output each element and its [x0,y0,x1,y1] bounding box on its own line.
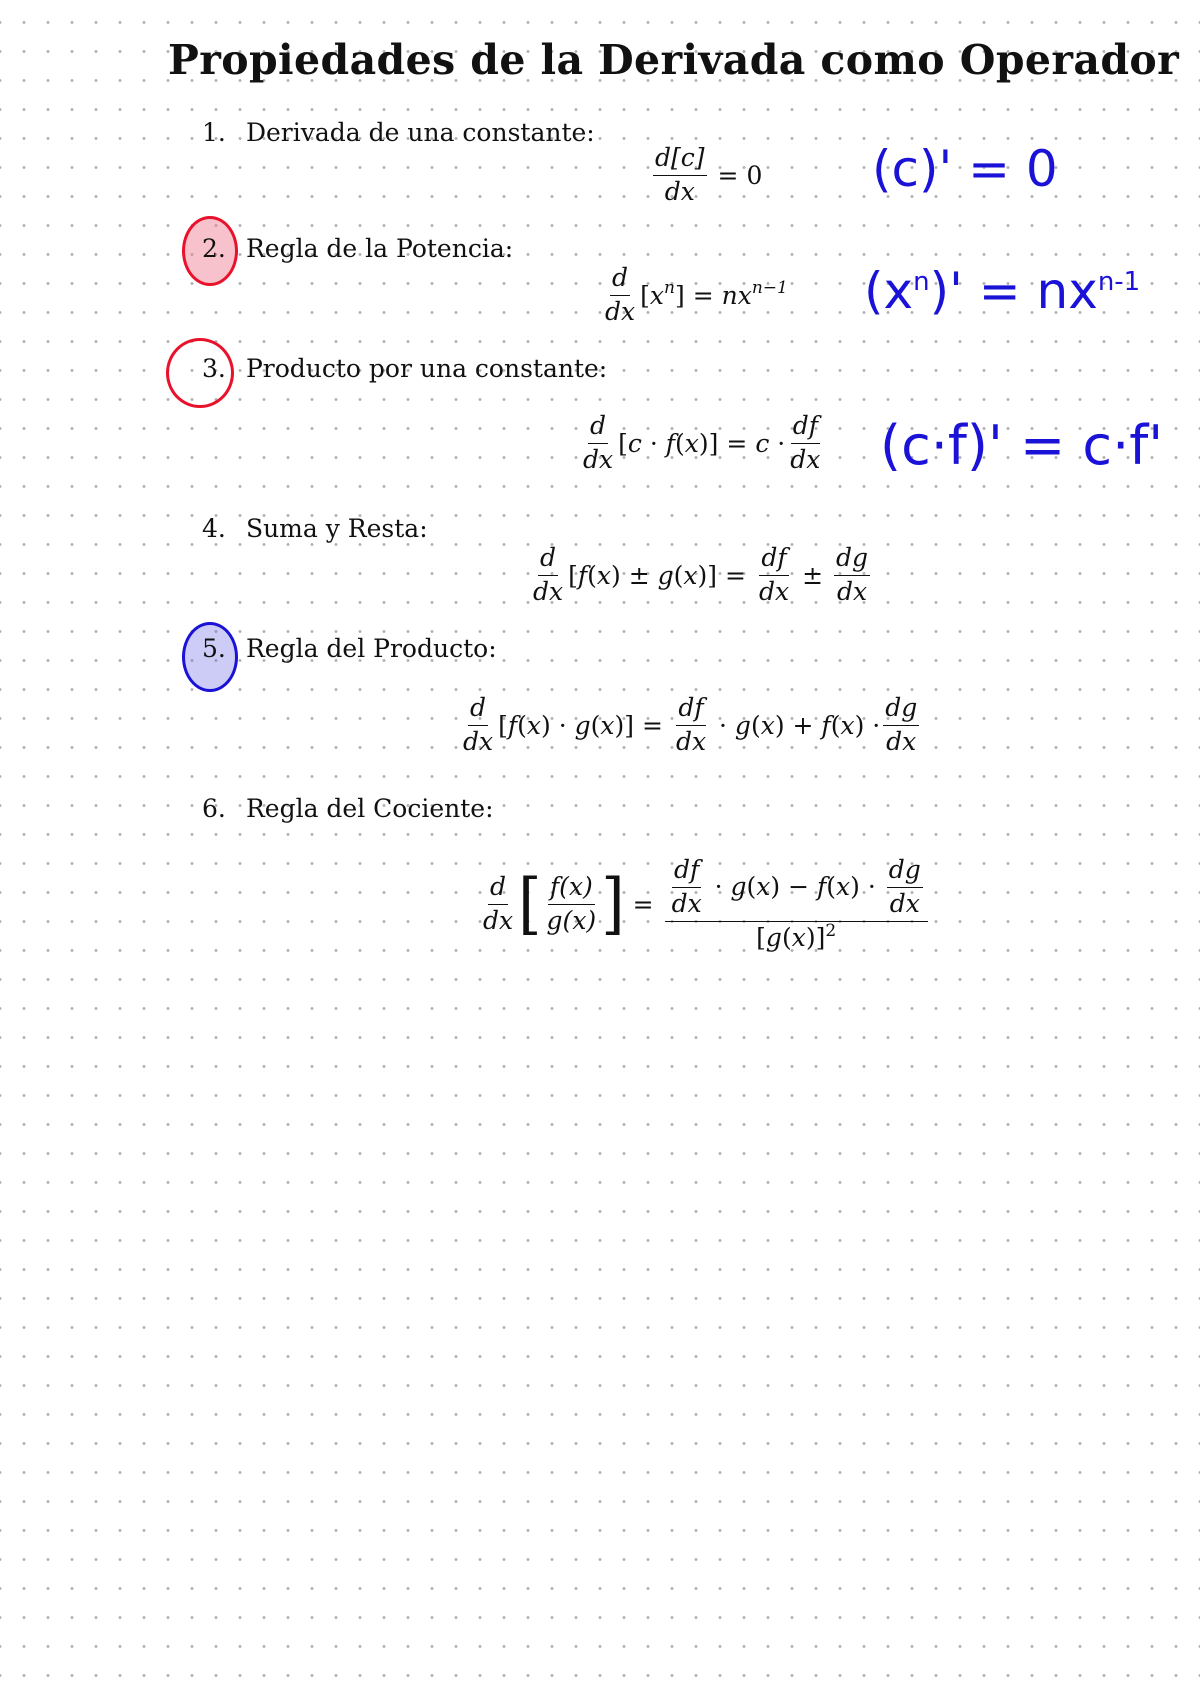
item-label: Regla del Producto: [245,634,497,663]
item-label: Producto por una constante: [245,354,608,383]
note-power-rest: )' = nx [929,262,1098,320]
list-item-sum-difference [202,514,428,543]
list-item-quotient-rule [202,794,494,823]
list-item-constant [202,118,595,147]
item-number: 2. [202,234,226,263]
list-item-power-rule [202,234,513,263]
page-title: Propiedades de la Derivada como Operador [168,36,1180,84]
formula-power-rule: $\frac{d}{dx}$ $[x^n]$ = $nx^{n-1}$ [605,263,788,326]
item-number: 6. [202,794,226,823]
item-number: 4. [202,514,226,543]
formula-product-rule: $\frac{d}{dx}$ [f(x) · g(x)] = $\frac{df}{dx}$ · g(x) + f(x) · $\frac{dg}{dx}$ [463,693,918,756]
item-number: 1. [202,118,226,147]
item-number: 3. [202,354,226,383]
note-power-base: (x [864,262,914,320]
handwritten-note-constant: (c)' = 0 [872,140,1058,198]
handwritten-note-power-rule [864,262,1140,320]
note-power-superscript: n-1 [1097,267,1141,297]
item-label: Derivada de una constante: [245,118,595,147]
handwritten-note-constant-product: (c·f)' = c·f' [880,414,1164,477]
item-label: Regla del Cociente: [245,794,494,823]
item-label: Suma y Resta: [245,514,428,543]
note-power-exponent: n [913,267,930,297]
list-item-constant-product [202,354,607,383]
formula-constant-product: $\frac{d}{dx}$ [c · f(x)] = c · $\frac{df}{dx}$ [583,411,821,474]
list-item-product-rule [202,634,497,663]
item-number: 5. [202,634,226,663]
formula-constant: $\frac{d[c]}{dx}$ = 0 [655,143,763,206]
formula-quotient-rule: $\frac{d}{dx}$ [ $\frac{f(x)}{g(x)}$ ] = $\frac{df}{dx}$ · g(x) − f(x) · $\frac{dg}{dx}$ $[g(x)]^2$ [478,856,931,952]
item-label: Regla de la Potencia: [245,234,514,263]
formula-sum-difference: $\frac{d}{dx}$ [f(x) ± g(x)] = $\frac{df}{dx}$ ± $\frac{dg}{dx}$ [533,543,869,606]
